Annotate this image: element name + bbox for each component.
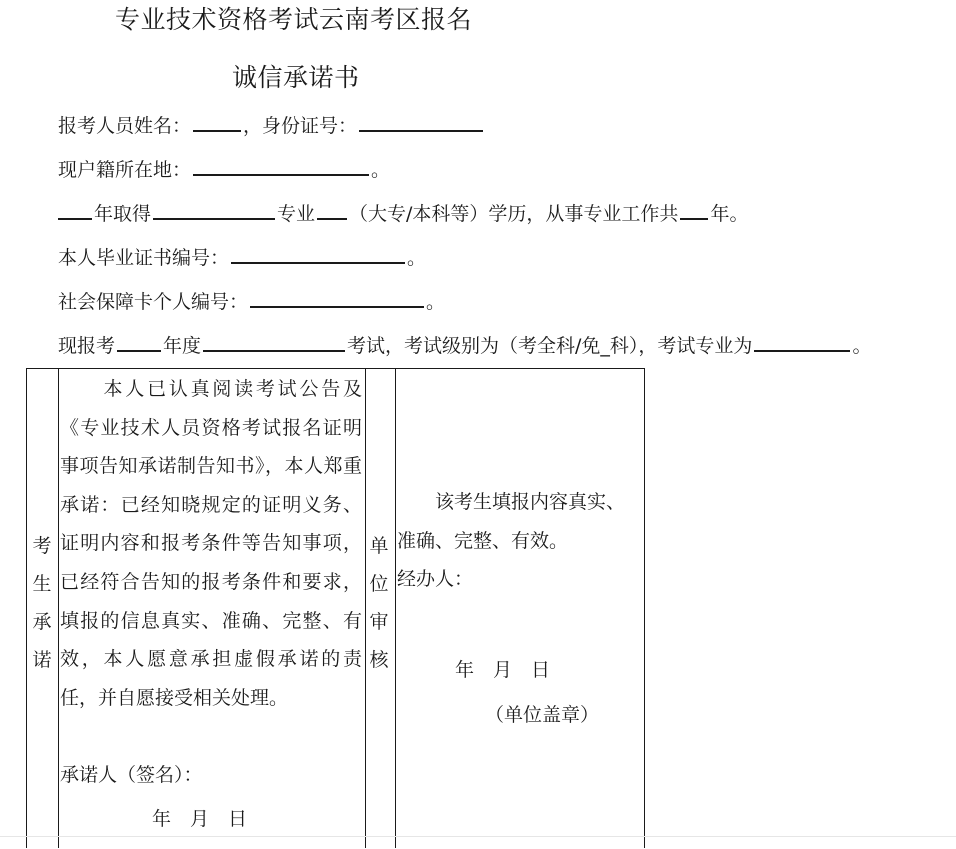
diploma-blank[interactable] [231, 244, 405, 264]
id-blank[interactable] [359, 112, 483, 132]
table-border-right [644, 368, 645, 848]
social-security-label: 社会保障卡个人编号： [58, 291, 249, 313]
year-blank[interactable] [58, 200, 92, 220]
unit-review-column-label: 单位审核 [369, 535, 389, 671]
residence-label: 现户籍所在地： [58, 159, 192, 181]
exam-line [58, 332, 871, 359]
exam-year-blank[interactable] [117, 332, 161, 352]
table-divider-2 [365, 368, 366, 848]
table-divider-3 [395, 368, 396, 848]
education-text-4: 年。 [710, 203, 749, 225]
name-id-line [58, 112, 485, 139]
diploma-label: 本人毕业证书编号： [58, 247, 230, 269]
document-title: 专业技术资格考试云南考区报名 [115, 5, 473, 34]
table-border-left [26, 368, 27, 848]
major-blank[interactable] [153, 200, 275, 220]
id-label: 身份证号： [262, 115, 358, 137]
unit-date: 年 月 日 [455, 659, 551, 681]
unit-review-text [397, 483, 641, 599]
page-bottom-rule [0, 836, 956, 837]
pledge-text: 本人已认真阅读考试公告及《专业技术人员资格考试报名证明事项告知承诺制告知书》，本人郑重承诺：已经知晓规定的证明义务、证明内容和报考条件等告知事项，已经符合告知的报考条件和要求，填报的信息真实、准确、完整、有效，本人愿意承担虚假承诺的责任，并自愿接受相关处理。 [60, 378, 362, 709]
period: 。 [407, 247, 427, 269]
exam-text-4: 。 [852, 335, 872, 357]
pledge-signature-label: 承诺人（签名）： [60, 764, 203, 786]
unit-seal-label: （单位盖章） [485, 704, 600, 726]
separator: ， [243, 115, 263, 137]
pledge-date: 年 月 日 [152, 808, 248, 830]
residence-blank[interactable] [193, 156, 369, 176]
exam-text-1: 现报考 [58, 335, 116, 357]
education-text-3: （大专/本科等）学历，从事专业工作共 [349, 203, 679, 225]
period: 。 [371, 159, 391, 181]
exam-name-blank[interactable] [203, 332, 345, 352]
diploma-line [58, 244, 426, 271]
education-text-1: 年取得 [94, 203, 152, 225]
social-security-blank[interactable] [250, 288, 424, 308]
education-line [58, 200, 748, 227]
exam-text-2: 年度 [163, 335, 202, 357]
candidate-pledge-column-label: 考生承诺 [32, 535, 52, 671]
name-blank[interactable] [193, 112, 241, 132]
document-subtitle: 诚信承诺书 [232, 63, 360, 92]
exam-major-blank[interactable] [754, 332, 850, 352]
exam-text-3: 考试，考试级别为（考全科/免_科），考试专业为 [347, 335, 753, 357]
unit-handler-label: 经办人： [397, 568, 474, 591]
social-security-line [58, 288, 445, 315]
education-text-2: 专业 [277, 203, 316, 225]
residence-line [58, 156, 390, 183]
unit-review-statement: 该考生填报内容真实、准确、完整、有效。 [397, 491, 626, 552]
period: 。 [426, 291, 446, 313]
work-years-blank[interactable] [680, 200, 708, 220]
table-divider-1 [58, 368, 59, 848]
degree-blank[interactable] [317, 200, 347, 220]
name-label: 报考人员姓名： [58, 115, 192, 137]
